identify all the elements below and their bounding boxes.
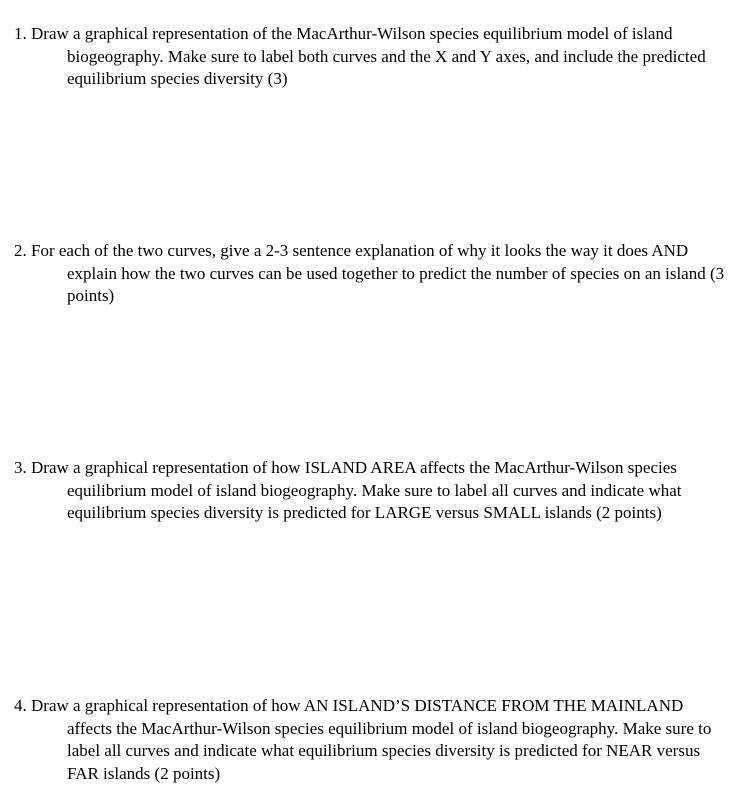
question-3-text: Draw a graphical representation of how ISLAND AREA affects the MacArthur-Wilson species equilibrium model of island biogeography. Make sure to label all curves and indicate what equilibrium species diversity is predicted for LARGE versus SMALL islands (2 points): [31, 458, 682, 522]
question-2-paragraph: [14, 240, 726, 308]
question-2-text: For each of the two curves, give a 2-3 sentence explanation of why it looks the way it does AND explain how the two curves can be used together to predict the number of species on an island (3 points): [31, 241, 725, 305]
question-4-number: 4.: [14, 696, 27, 715]
question-1-text: Draw a graphical representation of the MacArthur-Wilson species equilibrium model of island biogeography. Make sure to label both curves and the X and Y axes, and include the predicted equilibrium species diversity (3): [31, 24, 706, 88]
question-4-paragraph: [14, 695, 726, 785]
question-2-number: 2.: [14, 241, 27, 260]
question-1: [14, 23, 726, 91]
question-2: [14, 240, 726, 308]
question-1-number: 1.: [14, 24, 27, 43]
question-4-text: Draw a graphical representation of how AN ISLAND’S DISTANCE FROM THE MAINLAND affects the MacArthur-Wilson species equilibrium model of island biogeography. Make sure to label all curves and indicate what equilibrium species diversity is predicted for NEAR versus FAR islands (2 points): [31, 696, 712, 783]
question-3-number: 3.: [14, 458, 27, 477]
question-4: [14, 695, 726, 785]
question-1-paragraph: [14, 23, 726, 91]
question-3: [14, 457, 726, 525]
question-3-paragraph: [14, 457, 726, 525]
